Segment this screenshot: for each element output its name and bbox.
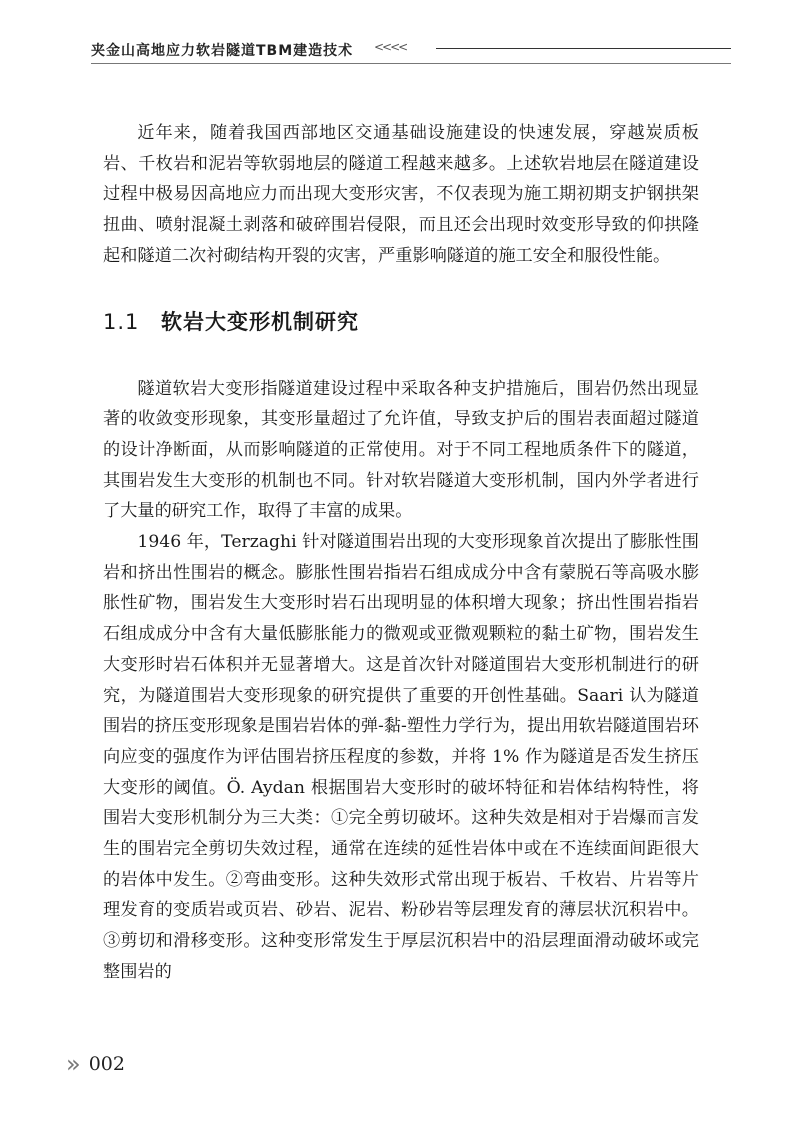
double-chevron-right-icon: » <box>66 1050 81 1078</box>
body-paragraph-2: 1946 年，Terzaghi 针对隧道围岩出现的大变形现象首次提出了膨胀性围岩和挤出性围岩的概念。膨胀性围岩指岩石组成成分中含有蒙脱石等高吸水膨胀性矿物，围岩发生大变形时岩石出现明显的体积增大现象；挤出性围岩指岩石组成成分中含有大量低膨胀能力的微观或亚微观颗粒的黏土矿物，围岩发生大变形时岩石体积并无显著增大。这是首次针对隧道围岩大变形机制进行的研究，为隧道围岩大变形现象的研究提供了重要的开创性基础。Saari 认为隧道围岩的挤压变形现象是围岩岩体的弹-黏-塑性力学行为，提出用软岩隧道围岩环向应变的强度作为评估围岩挤压程度的参数，并将 1% 作为隧道是否发生挤压大变形的阈值。Ö. Aydan 根据围岩大变形时的破坏特征和岩体结构特性，将围岩大变形机制分为三大类：①完全剪切破坏。这种失效是相对于岩爆而言发生的围岩完全剪切失效过程，通常在连续的延性岩体中或在不连续面间距很大的岩体中发生。②弯曲变形。这种失效形式常出现于板岩、千枚岩、片岩等片理发育的变质岩或页岩、砂岩、泥岩、粉砂岩等层理发育的薄层状沉积岩中。③剪切和滑移变形。这种变形常发生于厚层沉积岩中的沿层理面滑动破坏或完整围岩的 <box>103 532 699 982</box>
header-underline <box>91 63 731 64</box>
chevron-left-icon: <<<< <box>374 40 407 54</box>
body-paragraph-1: 隧道软岩大变形指隧道建设过程中采取各种支护措施后，围岩仍然出现显著的收敛变形现象，其变形量超过了允许值，导致支护后的围岩表面超过隧道的设计净断面，从而影响隧道的正常使用。对于不同工程地质条件下的隧道，其围岩发生大变形的机制也不同。针对软岩隧道大变形机制，国内外学者进行了大量的研究工作，取得了丰富的成果。 <box>103 378 699 522</box>
header-divider <box>436 48 731 49</box>
intro-paragraph: 近年来，随着我国西部地区交通基础设施建设的快速发展，穿越炭质板岩、千枚岩和泥岩等软弱地层的隧道工程越来越多。上述软岩地层在隧道建设过程中极易因高地应力而出现大变形灾害，不仅表现为施工期初期支护钢拱架扭曲、喷射混凝土剥落和破碎围岩侵限，而且还会出现时效变形导致的仰拱隆起和隧道二次衬砌结构开裂的灾害，严重影响隧道的施工安全和服役性能。 <box>103 123 699 266</box>
page-footer <box>66 1052 125 1076</box>
page-body <box>103 118 699 988</box>
book-title: 夹金山高地应力软岩隧道TBM建造技术 <box>91 43 354 59</box>
section-number: 1.1 <box>103 309 140 334</box>
section-heading <box>103 306 699 336</box>
page-number: 002 <box>88 1053 125 1075</box>
section-title: 软岩大变形机制研究 <box>161 309 359 334</box>
running-header <box>91 38 731 64</box>
